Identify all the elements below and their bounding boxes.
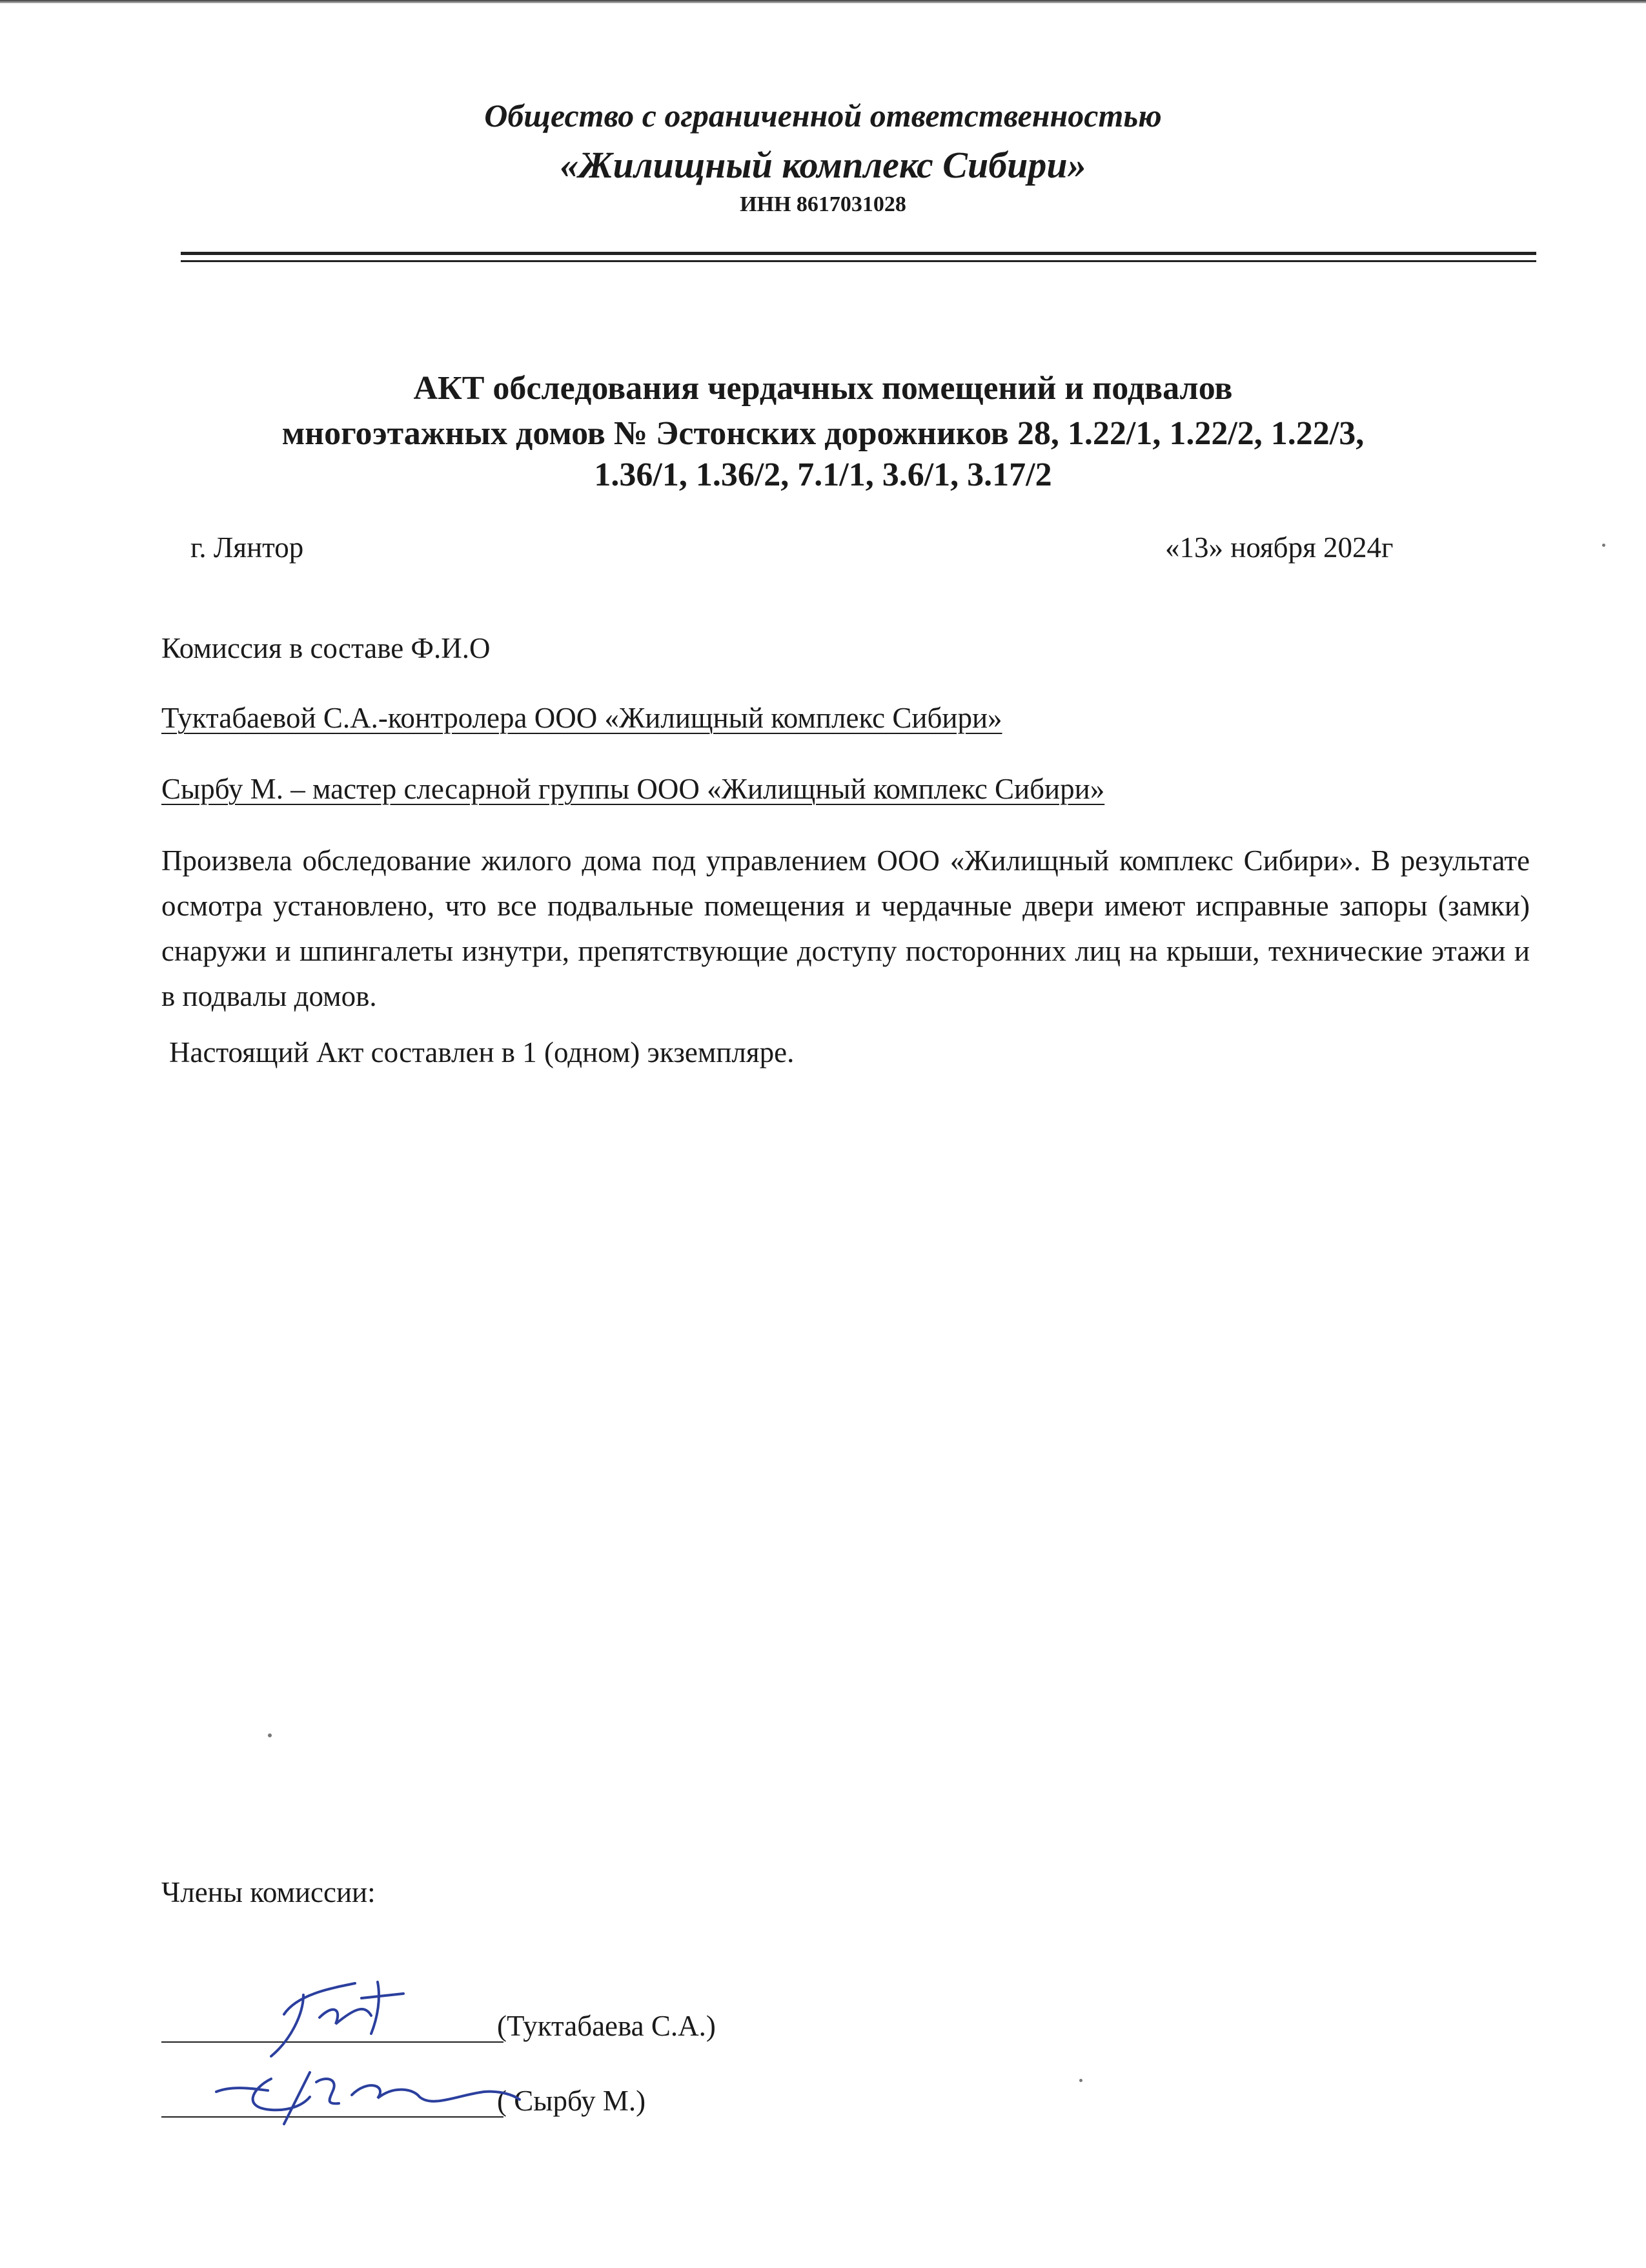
- commission-label: Комиссия в составе Ф.И.О: [161, 632, 491, 664]
- org-inn: ИНН 8617031028: [740, 192, 906, 216]
- commission-member: Сырбу М. – мастер слесарной группы ООО «Жилищный комплекс Сибири»: [161, 773, 1105, 805]
- document-title-line-1: АКТ обследования чердачных помещений и подвалов: [413, 370, 1233, 407]
- signatures-title: Члены комиссии:: [161, 1876, 376, 1908]
- header-divider-thick: [181, 252, 1536, 255]
- inspection-paragraph: Произвела обследование жилого дома под управлением ООО «Жилищный комплекс Сибири». В результате осмотра установлено, что все подвальные помещения и чердачные двери имеют исправные запоры (замки) снаружи и шпингалеты изнутри, препятствующие доступу посторонних лиц на крыши, технические этажи и в подвалы домов.: [161, 844, 1530, 1012]
- document-title-line-3: 1.36/1, 1.36/2, 7.1/1, 3.6/1, 3.17/2: [594, 456, 1052, 493]
- document-title-line-2: многоэтажных домов № Эстонских дорожников 28, 1.22/1, 1.22/2, 1.22/3,: [281, 415, 1365, 452]
- scan-speck: [1079, 2079, 1082, 2082]
- org-name: «Жилищный комплекс Сибири»: [560, 144, 1086, 186]
- scan-speck: [1602, 544, 1605, 547]
- scan-edge: [0, 0, 1646, 3]
- commission-member: Туктабаевой С.А.-контролера ООО «Жилищный комплекс Сибири»: [161, 702, 1002, 734]
- handwritten-signature-1: [258, 1969, 407, 2059]
- header-divider-thin: [181, 260, 1536, 262]
- signatory-name: ( Сырбу М.): [497, 2085, 646, 2117]
- handwritten-signature-2: [213, 2059, 523, 2130]
- document-date: «13» ноября 2024г: [1165, 531, 1394, 564]
- scan-speck: [268, 1733, 272, 1737]
- org-legal-form: Общество с ограниченной ответственностью: [484, 97, 1162, 134]
- city: г. Лянтор: [190, 531, 304, 564]
- signatory-name: (Туктабаева С.А.): [497, 2010, 716, 2042]
- copies-note: Настоящий Акт составлен в 1 (одном) экземпляре.: [169, 1036, 795, 1068]
